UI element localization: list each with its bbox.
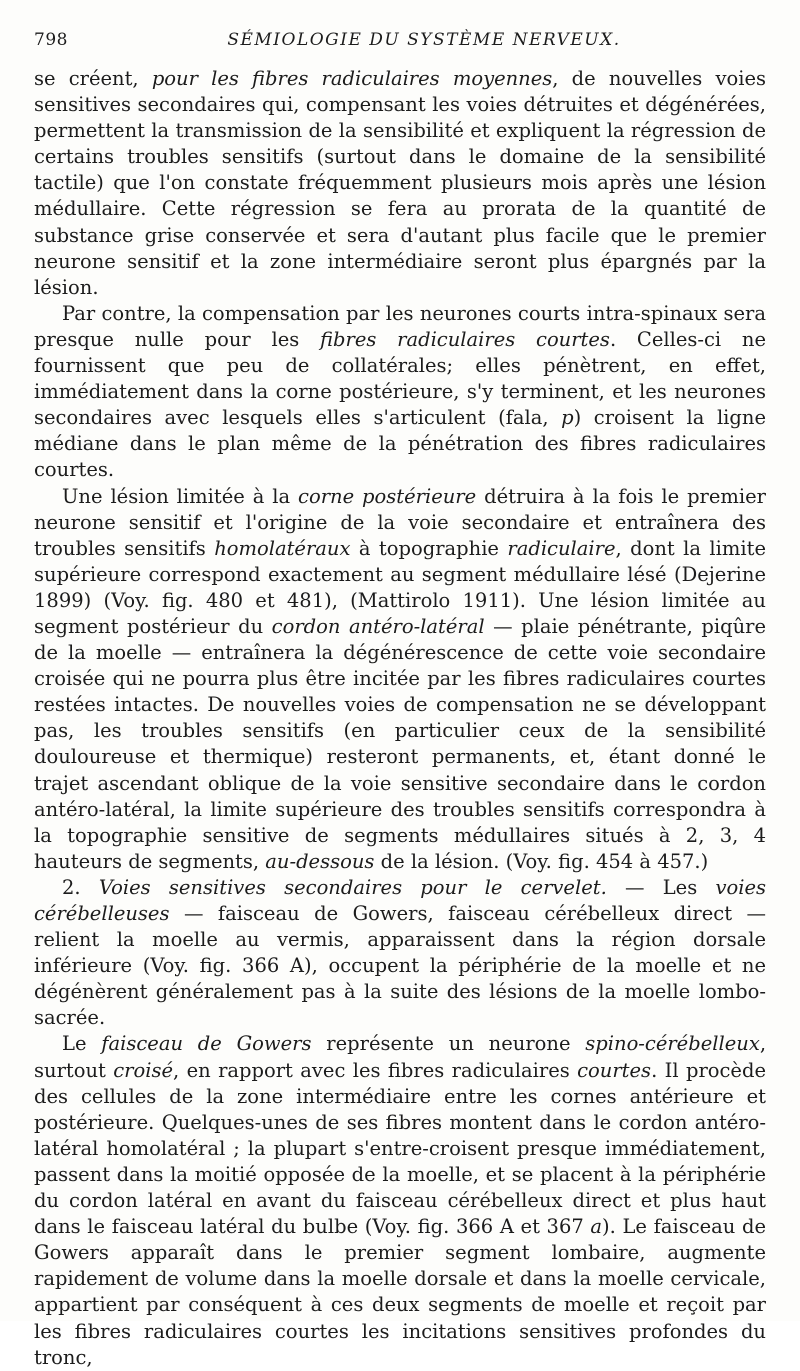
text-run: à topographie <box>350 536 508 560</box>
text-run: Une lésion limitée à la <box>62 484 299 508</box>
italic-run: p <box>561 406 574 430</box>
italic-run: homolatéraux <box>214 536 351 560</box>
italic-run: au-dessous <box>265 849 375 873</box>
italic-run: faisceau de Gowers <box>101 1032 312 1056</box>
text-run: , surtout <box>34 1032 767 1082</box>
italic-run: pour les fibres radiculaires moyennes <box>151 67 553 90</box>
text-run: se créent, <box>34 67 152 90</box>
italic-run: cordon antéro-latéral <box>271 614 485 638</box>
italic-run: spino-cérébelleux <box>585 1032 760 1056</box>
paragraph-3 <box>34 484 766 875</box>
text-run: , dont la limite supérieure correspond exactement au segment médullaire lésé (Dejerine 1899) (Voy. fig. 480 et 481), (Mattirolo 1911). Une lésion limitée au segment postérieur du <box>34 536 766 638</box>
text-run: représente un neurone <box>311 1032 586 1056</box>
paragraph-1 <box>34 66 766 301</box>
page-header <box>34 30 774 56</box>
text-run: — plaie pénétrante, piqûre de la moelle — entraînera la dégénérescence de cette voie secondaire croisée qui ne pourra plus être incitée par les fibres radiculaires courtes restées intactes. De nouvelles voies de compensation ne se développant pas, les troubles sensitifs (en particulier ceux de la sensibilité douloureuse et thermique) resteront permanents, et, étant donné le trajet ascendant oblique de la voie sensitive secondaire dans le cordon antéro-latéral, la limite supérieure des troubles sensitifs correspondra à la topographie sensitive de segments médullaires situés à 2, 3, 4 hauteurs de segments, <box>34 614 766 873</box>
text-run: — Les <box>606 875 716 899</box>
italic-run: courtes <box>577 1058 652 1082</box>
text-run: ) croisent la ligne médiane dans le plan même de la pénétration des fibres radiculaires courtes. <box>34 406 766 482</box>
italic-run: fibres radiculaires courtes <box>320 327 610 351</box>
page-number: 798 <box>34 30 68 50</box>
text-run: Le <box>62 1032 102 1056</box>
text-run: . Celles-ci ne fournissent que peu de collatérales; elles pénètrent, en effet, immédiatement dans la corne postérieure, s'y terminent, et les neurones secondaires avec lesquels elles s'articulent (fala, <box>34 327 767 430</box>
paragraph-2 <box>34 301 766 484</box>
text-run: 2. <box>62 875 99 899</box>
paragraph-4 <box>34 875 766 1032</box>
italic-run: voies cérébelleuses <box>34 875 766 925</box>
italic-run: corne postérieure <box>298 484 477 508</box>
body-text <box>34 66 766 1371</box>
text-run: ). Le faisceau de Gowers apparaît dans le premier segment lombaire, augmente rapidement de volume dans la moelle dorsale et dans la moelle cervicale, appartient par conséquent à ces deux segments de moelle et reçoit par les fibres radiculaires courtes les incitations sensitives profondes du tronc, <box>34 1215 766 1369</box>
text-run: . Il procède des cellules de la zone intermédiaire entre les cornes antérieure et postérieure. Quelques-unes de ses fibres montent dans le cordon antéro-latéral homolatéral ; la plupart s'entre-croisent presque immédiatement, passent dans la moitié opposée de la moelle, et se placent à la périphérie du cordon latéral en avant du faisceau cérébelleux direct et plus haut dans le faisceau latéral du bulbe (Voy. fig. 366 A et 367 <box>34 1058 766 1239</box>
text-run: , de nouvelles voies sensitives secondaires qui, compensant les voies détruites et dégénérées, permettent la transmission de la sensibilité et expliquent la régression de certains troubles sensitifs (surtout dans le domaine de la sensibilité tactile) que l'on constate fréquemment plusieurs mois après une lésion médullaire. Cette régression se fera au prorata de la quantité de substance grise conservée et sera d'autant plus facile que le premier neurone sensitif et la zone intermédiaire seront plus épargnés par la lésion. <box>34 67 766 299</box>
text-run: , en rapport avec les fibres radiculaires <box>173 1058 578 1082</box>
text-run: détruira à la fois le premier neurone sensitif et l'origine de la voie secondaire et entraînera des troubles sensitifs <box>34 484 766 560</box>
italic-run: croisé <box>113 1058 174 1082</box>
text-run: Par contre, la compensation par les neurones courts intra-spinaux sera presque nulle pour les <box>34 301 766 351</box>
paragraph-5 <box>34 1031 766 1370</box>
running-title: SÉMIOLOGIE DU SYSTÈME NERVEUX. <box>227 30 621 50</box>
italic-run: a <box>590 1215 603 1239</box>
italic-run: radiculaire <box>507 536 616 560</box>
italic-run: Voies sensitives secondaires pour le cervelet. <box>98 875 607 899</box>
text-run: de la lésion. (Voy. fig. 454 à 457.) <box>374 849 709 873</box>
text-run: — faisceau de Gowers, faisceau cérébelleux direct — relient la moelle au vermis, apparaissent dans la région dorsale inférieure (Voy. fig. 366 A), occupent la périphérie de la moelle et ne dégénèrent généralement pas à la suite des lésions de la moelle lombo-sacrée. <box>34 902 766 1030</box>
